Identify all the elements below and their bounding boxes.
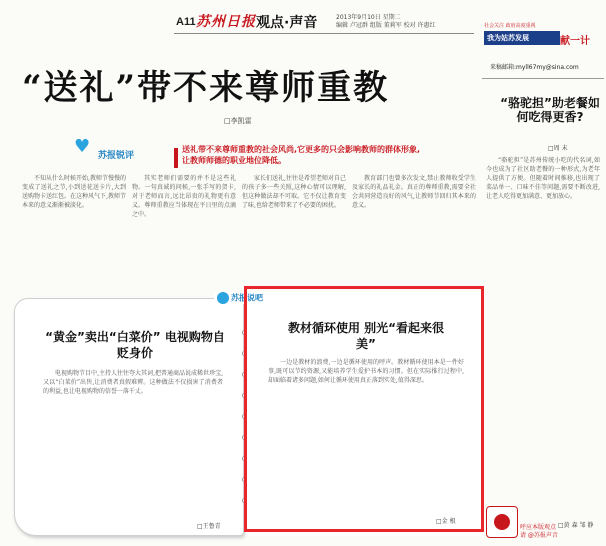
left-page-text: 电视购物节目中,主持人往往夸大其词,把普通商品说成稀世珍宝,又以“白菜价”出售,让消费者真假难辨。这种做法不仅损害了消费者的利益,也让电视购物的信誉一落千丈。 <box>43 370 223 395</box>
chat-bubble-icon <box>217 292 229 304</box>
book-badge: 苏报说吧 <box>214 292 266 304</box>
page-number: A11 <box>176 16 196 28</box>
issue-meta <box>336 14 466 30</box>
sidebar-text: “骆驼担”是苏州传统小吃的代名词,如今也成为了社区助老餐的一种形式,为老年人提供了方便。但随着时间推移,也出现了菜品单一、口味不佳等问题,需要不断改进,让老人吃得更加满意、更加放心。 <box>486 157 600 200</box>
main-byline: □李凯雷 <box>224 117 252 125</box>
article-column-1: 不知从什么时候开始,教师节慢慢的变成了送礼之节,小到送花送卡片,大到送购物卡送红包。在这种风气下,教师节本来的意义渐渐被淡化。 <box>22 175 126 209</box>
header-rule <box>174 33 474 34</box>
column-logo <box>68 136 168 170</box>
right-page-title: 教材循环使用 别光“看起来很美” <box>287 321 445 351</box>
sidebar-author: □周 末 <box>548 145 568 152</box>
banner-badge: 我为姑苏发展 <box>484 31 560 45</box>
issue-date: 2013年9月10日 星期二 <box>336 14 401 21</box>
sidebar-rule <box>482 78 604 79</box>
selection-highlight[interactable] <box>244 286 484 532</box>
article-column-4: 教育部门也曾多次发文,禁止教师收受学生及家长的礼品礼金。真正的尊师重教,需要全社会共同营造良好的风气,让教师节回归其本来的意义。 <box>352 175 476 209</box>
article-column-2: 其实老师们需要的并不是这些礼物。一句真诚的问候,一张手写的贺卡,对于老师而言,远比昂贵的礼物更有意义。尊师重教应当体现在平日里的点滴之中。 <box>132 175 236 218</box>
left-page <box>14 298 244 536</box>
left-page-author: □王鲁青 <box>197 523 221 530</box>
weibo-prompt[interactable]: 呼应本版观点 请 @苏报声音 <box>520 524 558 539</box>
issue-editors: 编辑 卢冠群 组版 董莉军 校对 许惠红 <box>336 22 436 29</box>
right-page-author: □金 根 <box>436 518 456 525</box>
lead-marker <box>174 148 178 168</box>
section-title: 观点·声音 <box>256 15 318 31</box>
article-column-3: 家长们送礼,往往是希望老师对自己的孩子多一些关照,这种心情可以理解,但这种做法却不可取。它不仅让教育变了味,也给老师带来了不必要的困扰。 <box>242 175 346 209</box>
main-headline: “送礼”带不来尊师重教 <box>22 68 390 108</box>
banner-top-line: 社会关注 政府高度重视 <box>484 23 536 29</box>
campaign-banner[interactable] <box>484 22 604 74</box>
paper-logo: 苏州日报 <box>196 14 256 30</box>
lead-paragraph: 送礼带不来尊师重教的社会风尚,它更多的只会影响教师的群体形象,让教师师德的职业地位降低。 <box>182 145 421 165</box>
right-page-text: 一边是教材的浪费,一边是循环使用的呼声。教材循环使用本是一件好事,既可以节约资源,又能培养学生爱护书本的习惯。但在实际推行过程中,却面临着诸多问题,如何让循环使用真正落到实处,值得深思。 <box>268 359 464 384</box>
sidebar-title: “骆驼担”助老餐如何吃得更香? <box>500 96 600 124</box>
banner-slogan: 献一计 <box>560 36 590 47</box>
column-label: 苏报锐评 <box>98 151 135 161</box>
banner-email: 来稿邮箱:myll67my@sina.com <box>490 64 579 71</box>
sidebar-author-2: □黄 森 邹 静 <box>558 522 594 529</box>
left-page-title: “黄金”卖出“白菜价” 电视购物自贬身价 <box>45 330 225 360</box>
weibo-icon[interactable] <box>486 506 518 538</box>
heart-icon: ♥ <box>74 136 91 157</box>
